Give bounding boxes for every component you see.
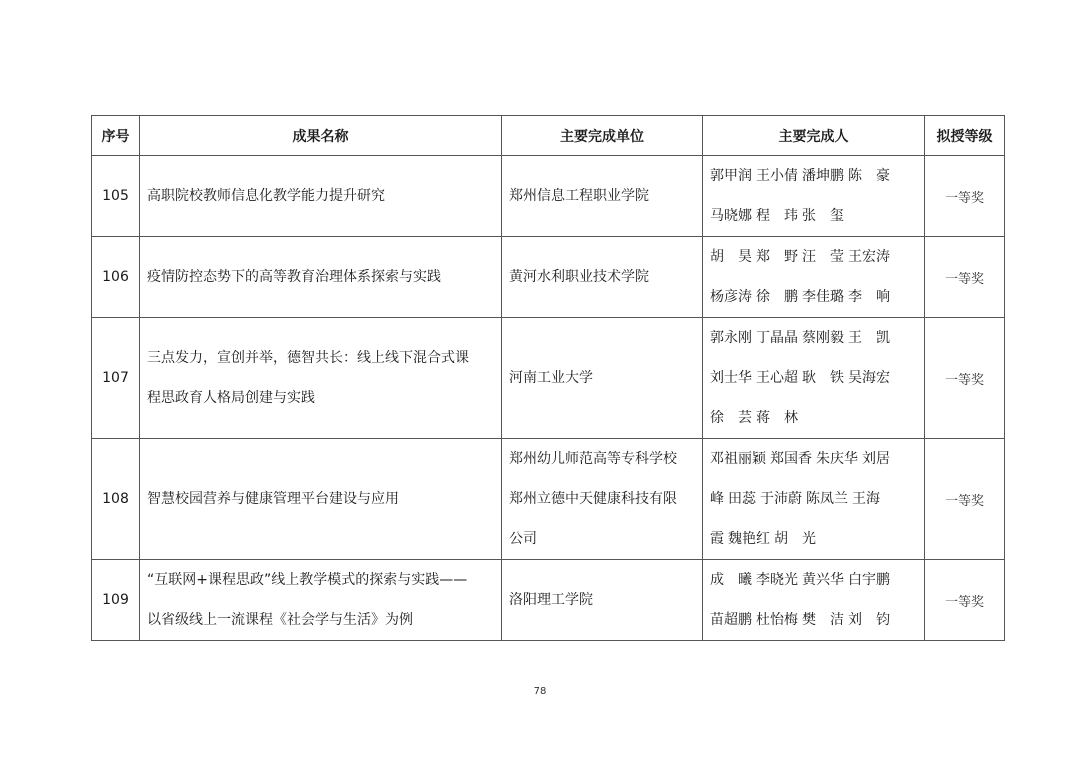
person-name: 杨彦涛 (710, 289, 752, 305)
person-name: 郭永刚 (710, 330, 752, 346)
people-line (710, 560, 917, 600)
row-number: 106 (92, 237, 140, 318)
achievement-name-line: “互联网+课程思政”线上教学模式的探索与实践—— (147, 572, 468, 588)
person-name: 丁晶晶 (756, 330, 798, 346)
person-name: 李晓光 (756, 572, 798, 588)
person-name: 王宏涛 (848, 249, 890, 265)
achievement-name (140, 156, 502, 237)
header-level: 拟授等级 (925, 116, 1005, 156)
person-name: 汪 莹 (802, 249, 844, 265)
person-name: 郑 野 (756, 249, 798, 265)
person-name: 朱庆华 (816, 451, 858, 467)
page-number: 78 (533, 686, 547, 697)
completion-people (703, 318, 925, 439)
achievement-name-line: 以省级线上一流课程《社会学与生活》为例 (147, 612, 413, 628)
person-name: 徐 芸 (710, 410, 752, 426)
row-number: 107 (92, 318, 140, 439)
people-line (710, 358, 917, 398)
person-name: 邓祖丽颖 (710, 451, 766, 467)
completion-unit (502, 156, 703, 237)
completion-unit-line: 郑州幼儿师范高等专科学校 (509, 451, 677, 467)
header-no: 序号 (92, 116, 140, 156)
table-header-row (92, 116, 1005, 156)
award-level: 一等奖 (925, 318, 1005, 439)
completion-people (703, 439, 925, 560)
people-line (710, 398, 917, 438)
table-row (92, 318, 1005, 439)
people-line (710, 196, 917, 236)
table-row (92, 237, 1005, 318)
person-name: 刘士华 (710, 370, 752, 386)
row-number: 105 (92, 156, 140, 237)
achievement-name-line: 智慧校园营养与健康管理平台建设与应用 (147, 491, 399, 507)
person-name: 郑国香 (770, 451, 812, 467)
completion-unit (502, 560, 703, 641)
person-name: 张 玺 (802, 208, 844, 224)
header-people: 主要完成人 (703, 116, 925, 156)
person-name: 胡 光 (774, 531, 816, 547)
person-name: 潘坤鹏 (802, 168, 844, 184)
achievement-name-line: 三点发力，宣创并举，德智共长：线上线下混合式课 (147, 350, 469, 366)
person-name: 马晓娜 (710, 208, 752, 224)
person-name: 霞 (710, 531, 724, 547)
table-row (92, 439, 1005, 560)
person-name: 田蕊 (728, 491, 756, 507)
person-name: 蒋 林 (756, 410, 798, 426)
person-name: 蔡刚毅 (802, 330, 844, 346)
person-name: 陈凤兰 (806, 491, 848, 507)
header-unit: 主要完成单位 (502, 116, 703, 156)
award-level: 一等奖 (925, 156, 1005, 237)
people-line (710, 237, 917, 277)
completion-unit-line: 黄河水利职业技术学院 (509, 269, 649, 285)
person-name: 峰 (710, 491, 724, 507)
header-name: 成果名称 (140, 116, 502, 156)
person-name: 李 响 (848, 289, 890, 305)
person-name: 白宇鹏 (848, 572, 890, 588)
person-name: 程 玮 (756, 208, 798, 224)
table-row (92, 156, 1005, 237)
achievement-name-line: 疫情防控态势下的高等教育治理体系探索与实践 (147, 269, 441, 285)
achievement-name-line: 高职院校教师信息化教学能力提升研究 (147, 188, 385, 204)
person-name: 耿 铁 (802, 370, 844, 386)
person-name: 王小倩 (756, 168, 798, 184)
completion-unit-line: 洛阳理工学院 (509, 592, 593, 608)
person-name: 胡 昊 (710, 249, 752, 265)
people-line (710, 318, 917, 358)
people-line (710, 439, 917, 479)
people-line (710, 600, 917, 640)
person-name: 王 凯 (848, 330, 890, 346)
person-name: 郭甲润 (710, 168, 752, 184)
person-name: 杜怡梅 (756, 612, 798, 628)
people-line (710, 479, 917, 519)
row-number: 109 (92, 560, 140, 641)
achievement-name (140, 439, 502, 560)
table-body (92, 156, 1005, 641)
achievement-name-line: 程思政育人格局创建与实践 (147, 390, 315, 406)
people-line (710, 519, 917, 559)
person-name: 于沛蔚 (760, 491, 802, 507)
award-level: 一等奖 (925, 560, 1005, 641)
completion-unit-line: 河南工业大学 (509, 370, 593, 386)
people-line (710, 277, 917, 317)
completion-people (703, 237, 925, 318)
table-row (92, 560, 1005, 641)
completion-unit-line: 公司 (509, 531, 537, 547)
achievement-name (140, 237, 502, 318)
row-number: 108 (92, 439, 140, 560)
completion-unit-line: 郑州信息工程职业学院 (509, 188, 649, 204)
completion-unit (502, 439, 703, 560)
person-name: 樊 洁 (802, 612, 844, 628)
award-level: 一等奖 (925, 237, 1005, 318)
person-name: 王海 (852, 491, 880, 507)
person-name: 陈 豪 (848, 168, 890, 184)
person-name: 李佳璐 (802, 289, 844, 305)
person-name: 刘 钧 (848, 612, 890, 628)
achievement-name (140, 560, 502, 641)
completion-unit-line: 郑州立德中天健康科技有限 (509, 491, 677, 507)
person-name: 刘居 (862, 451, 890, 467)
achievement-name (140, 318, 502, 439)
completion-unit (502, 237, 703, 318)
person-name: 徐 鹏 (756, 289, 798, 305)
award-level: 一等奖 (925, 439, 1005, 560)
person-name: 吴海宏 (848, 370, 890, 386)
person-name: 黄兴华 (802, 572, 844, 588)
person-name: 苗超鹏 (710, 612, 752, 628)
person-name: 魏艳红 (728, 531, 770, 547)
completion-people (703, 156, 925, 237)
person-name: 王心超 (756, 370, 798, 386)
award-table (91, 115, 1005, 641)
completion-unit (502, 318, 703, 439)
completion-people (703, 560, 925, 641)
people-line (710, 156, 917, 196)
person-name: 成 曦 (710, 572, 752, 588)
